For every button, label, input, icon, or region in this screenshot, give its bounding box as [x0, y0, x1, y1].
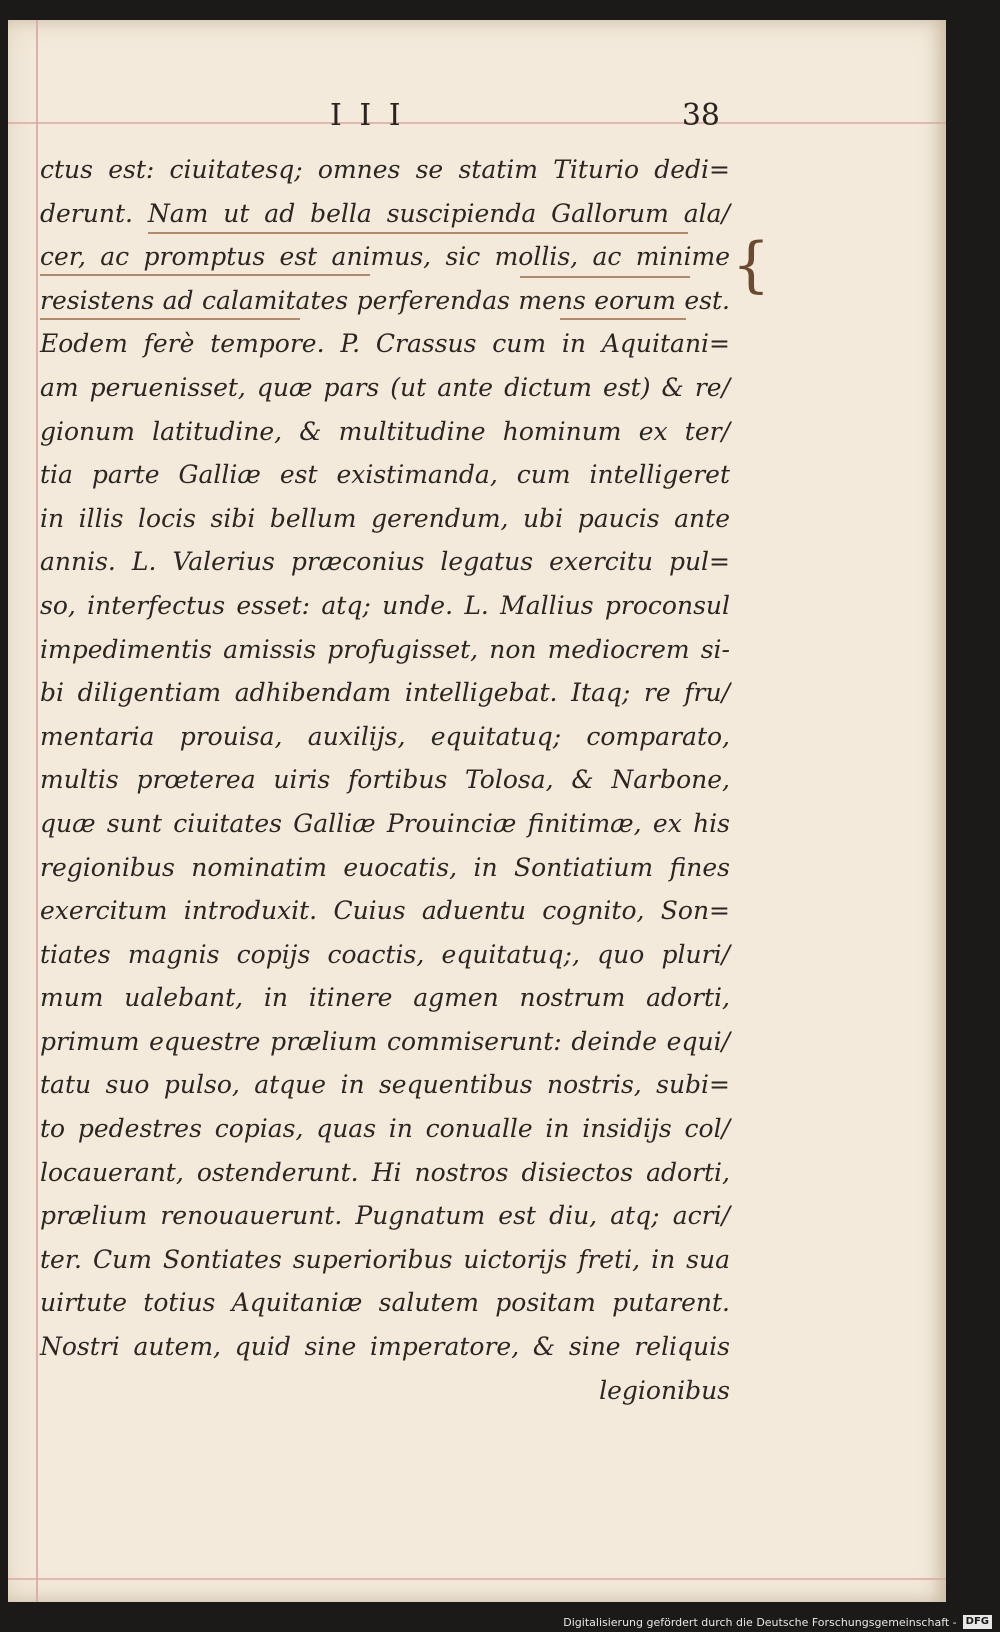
text-line: annis. L. Valerius præconius legatus exercitu pul=: [40, 547, 730, 577]
text-line: prælium renouauerunt. Pugnatum est diu, atq; acri/: [40, 1201, 730, 1231]
text-line: cer, ac promptus est animus, sic mollis, ac minime: [40, 242, 730, 272]
text-line: resistens ad calamitates perferendas mens eorum est.: [40, 285, 730, 315]
text-line: mum ualebant, in itinere agmen nostrum adorti,: [40, 983, 730, 1013]
funding-credit: Digitalisierung gefördert durch die Deutsche Forschungsgemeinschaft -: [563, 1615, 957, 1629]
margin-rule-vertical: [36, 20, 38, 1602]
dfg-logo: DFG: [963, 1615, 992, 1629]
handwritten-underline: [40, 274, 370, 276]
page-header: [330, 98, 720, 142]
text-line: locauerant, ostenderunt. Hi nostros disiectos adorti,: [40, 1157, 730, 1187]
text-line: primum equestre prælium commiserunt: deinde equi/: [40, 1026, 730, 1056]
text-line: ter. Cum Sontiates superioribus uictorijs freti, in sua: [40, 1244, 730, 1274]
text-line: mentaria prouisa, auxilijs, equitatuq; comparato,: [40, 721, 730, 751]
text-line: Nostri autem, quid sine imperatore, & sine reliquis: [40, 1332, 730, 1362]
text-line: in illis locis sibi bellum gerendum, ubi paucis ante: [40, 503, 730, 533]
page-number: 38: [681, 98, 720, 133]
text-line: gionum latitudine, & multitudine hominum ex ter/: [40, 416, 730, 446]
text-line: quæ sunt ciuitates Galliæ Prouinciæ finitimæ, ex his: [40, 808, 730, 838]
handwritten-underline: [148, 232, 688, 234]
text-line: exercitum introduxit. Cuius aduentu cognito, Son=: [40, 896, 730, 926]
text-line: Eodem ferè tempore. P. Crassus cum in Aquitani=: [40, 329, 730, 359]
body-text: [40, 148, 730, 1412]
text-line: tatu suo pulso, atque in sequentibus nostris, subi=: [40, 1070, 730, 1100]
text-line: bi diligentiam adhibendam intelligebat. Itaq; re fru/: [40, 678, 730, 708]
margin-rule-bottom: [8, 1578, 946, 1580]
text-line: legionibus: [599, 1375, 730, 1405]
handwritten-underline: [520, 276, 690, 278]
text-line: uirtute totius Aquitaniæ salutem positam putarent.: [40, 1288, 730, 1318]
digitization-footer: [563, 1614, 992, 1630]
text-line: tiates magnis copijs coactis, equitatuq;, quo pluri/: [40, 939, 730, 969]
text-line: multis prœterea uiris fortibus Tolosa, & Narbone,: [40, 765, 730, 795]
text-line: impedimentis amissis profugisset, non mediocrem si-: [40, 634, 730, 664]
text-line: tia parte Galliæ est existimanda, cum intelligeret: [40, 460, 730, 490]
text-line: so, interfectus esset: atq; unde. L. Mallius proconsul: [40, 590, 730, 620]
text-line: regionibus nominatim euocatis, in Sontiatium fines: [40, 852, 730, 882]
handwritten-brace-mark: {: [732, 230, 771, 300]
text-line: derunt. Nam ut ad bella suscipienda Gallorum ala/: [40, 198, 730, 228]
text-line: to pedestres copias, quas in conualle in insidijs col/: [40, 1114, 730, 1144]
signature-mark: I I I: [330, 98, 405, 133]
handwritten-underline: [40, 318, 300, 320]
text-line: am peruenisset, quæ pars (ut ante dictum est) & re/: [40, 372, 730, 402]
text-line: ctus est: ciuitatesq; omnes se statim Titurio dedi=: [40, 155, 730, 184]
handwritten-underline: [560, 318, 686, 320]
